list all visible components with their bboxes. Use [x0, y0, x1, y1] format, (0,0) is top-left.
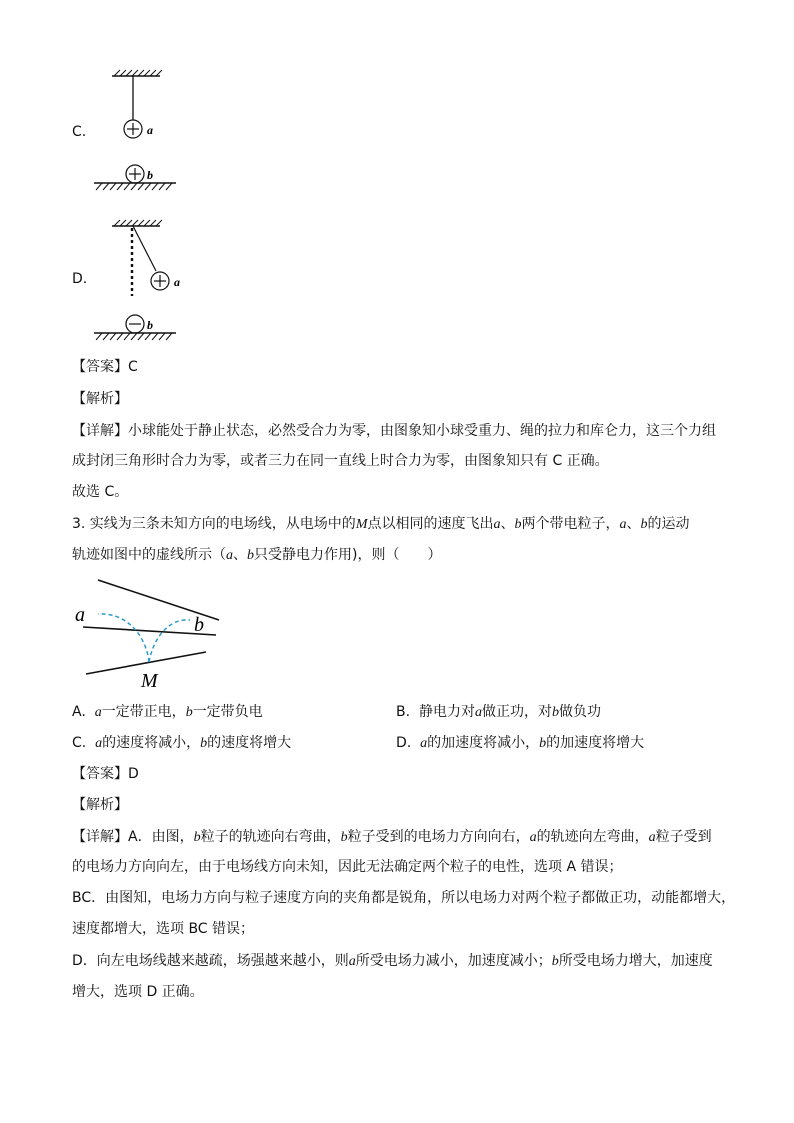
option-d[interactable]	[396, 733, 644, 754]
particle-a: a	[348, 954, 356, 969]
analysis-line: 速度都增大，选项 BC 错误；	[72, 921, 255, 937]
option-label: A.	[72, 704, 86, 720]
figure-label-m: M	[141, 670, 158, 692]
analysis-text: 的轨迹向左弯曲，	[536, 829, 649, 845]
particle-b: b	[340, 830, 348, 845]
answer-value: D	[128, 766, 139, 782]
analysis-line: BC．由图知，电场力方向与粒子速度方向的夹角都是锐角，所以电场力对两个粒子都做正功，动能都增大，	[72, 890, 736, 906]
stem-text: 3. 实线为三条未知方向的电场线，从电场中的	[72, 516, 356, 532]
analysis-line	[72, 951, 713, 972]
option-text: 的速度将减小，	[102, 735, 201, 751]
option-c-label: C.	[72, 124, 87, 140]
analysis-text: 粒子的轨迹向右弯曲，	[200, 829, 341, 845]
particle-a: a	[226, 548, 233, 563]
stem-text: 点以相同的速度飞出	[367, 516, 494, 532]
analysis-tag: 【解析】	[72, 391, 128, 407]
ball-b-label: b	[147, 168, 153, 182]
particle-b: b	[551, 705, 559, 720]
particle-a: a	[529, 830, 537, 845]
stem-text: 、	[233, 547, 247, 563]
question-stem-line2	[72, 545, 441, 566]
option-b[interactable]	[396, 702, 601, 723]
analysis-text: 粒子受到	[655, 829, 712, 845]
option-text: 静电力对	[418, 704, 475, 720]
particle-b: b	[185, 705, 193, 720]
question-stem-line1	[72, 514, 689, 535]
analysis-text: 粒子受到的电场力方向向右，	[347, 829, 530, 845]
answer-line	[72, 764, 139, 784]
option-d-label: D.	[72, 271, 88, 287]
option-text: 一定带负电	[192, 704, 263, 720]
particle-a: a	[648, 830, 656, 845]
option-text: 做负功	[558, 704, 601, 720]
stem-text: 只受静电力作用)，则（ ）	[254, 547, 442, 563]
ball-a-label: a	[174, 275, 180, 289]
analysis-line	[72, 827, 712, 848]
answer-tag: 【答案】	[72, 766, 128, 782]
option-text: 的加速度将减小，	[427, 735, 540, 751]
stem-text: 轨迹如图中的虚线所示（	[72, 547, 226, 563]
stem-text: 的运动	[647, 516, 690, 532]
option-label: D.	[396, 735, 412, 751]
answer-value: C	[128, 359, 138, 375]
option-d-figure	[86, 216, 196, 346]
stem-text: 、	[626, 516, 641, 532]
particle-b: b	[193, 830, 201, 845]
particle-b: b	[200, 736, 208, 751]
particle-a: a	[94, 705, 102, 720]
ball-a-label: a	[147, 123, 153, 137]
particle-a: a	[493, 517, 501, 532]
option-c-figure	[86, 66, 196, 196]
particle-a: a	[619, 517, 627, 532]
analysis-line: 增大，选项 D 正确。	[72, 984, 204, 1000]
particle-b: b	[514, 517, 522, 532]
conclusion-line: 故选 C。	[72, 484, 129, 500]
detail-line: 【详解】小球能处于静止状态，必然受合力为零，由图象知小球受重力、绳的拉力和库仑力，这三个力组	[72, 423, 716, 439]
analysis-line: 的电场力方向向左，由于电场线方向未知，因此无法确定两个粒子的电性，选项 A 错误；	[72, 859, 623, 875]
answer-tag: 【答案】	[72, 359, 128, 375]
analysis-text: 所受电场力增大，加速度	[558, 953, 713, 969]
figure-label-b: b	[194, 614, 204, 636]
option-text: 做正功，对	[481, 704, 552, 720]
option-a[interactable]	[72, 702, 263, 723]
particle-b: b	[551, 954, 559, 969]
particle-a: a	[95, 736, 103, 751]
figure-label-a: a	[75, 604, 85, 626]
particle-b: b	[539, 736, 547, 751]
trajectory-a	[98, 614, 149, 662]
stem-text: 两个带电粒子，	[521, 516, 620, 532]
particle-a: a	[420, 736, 428, 751]
option-text: 的加速度将增大	[546, 735, 645, 751]
analysis-text: 【详解】A．由图，	[72, 829, 194, 845]
analysis-tag: 【解析】	[72, 797, 128, 813]
option-text: 一定带正电，	[101, 704, 186, 720]
electric-field-figure	[66, 570, 236, 692]
answer-line	[72, 357, 138, 377]
particle-b: b	[247, 548, 254, 563]
option-text: 的速度将增大	[207, 735, 292, 751]
analysis-text: 所受电场力减小，加速度减小；	[355, 953, 552, 969]
option-c[interactable]	[72, 733, 291, 754]
option-label: B.	[396, 704, 411, 720]
particle-a: a	[474, 705, 482, 720]
point-m: M	[355, 517, 368, 532]
particle-b: b	[640, 517, 648, 532]
ball-b-label: b	[147, 318, 153, 332]
stem-text: 、	[500, 516, 515, 532]
option-label: C.	[72, 735, 87, 751]
analysis-text: D．向左电场线越来越疏，场强越来越小，则	[72, 953, 349, 969]
detail-line: 成封闭三角形时合力为零，或者三力在同一直线上时合力为零，由图象知只有 C 正确。	[72, 453, 609, 469]
